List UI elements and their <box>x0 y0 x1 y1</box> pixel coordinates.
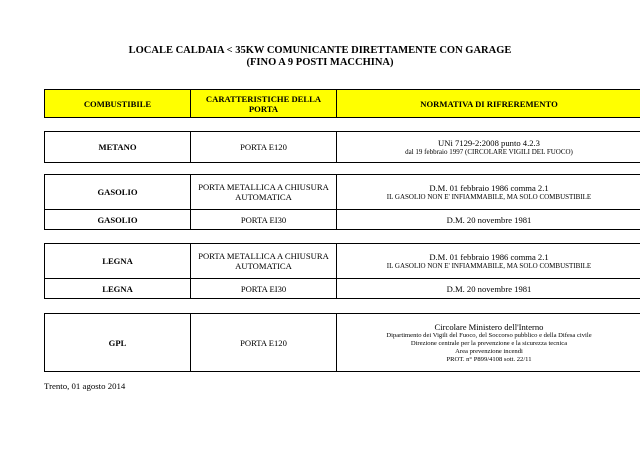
norm-line: IL GASOLIO NON E' INFIAMMABILE, MA SOLO COMBUSTIBILE <box>386 261 592 270</box>
door-cell: PORTA E120 <box>191 314 337 372</box>
door-cell: PORTA E120 <box>191 132 337 163</box>
footer-date: Trento, 01 agosto 2014 <box>44 381 126 391</box>
door-line: AUTOMATICA <box>235 261 292 271</box>
norm-cell <box>337 244 640 279</box>
fuel-cell: METANO <box>45 132 191 163</box>
norm-line: PROT. n° P899/4108 sott. 22/11 <box>446 355 532 363</box>
door-line: PORTA METALLICA A CHIUSURA <box>198 182 329 192</box>
header-normativa: NORMATIVA DI RIFREREMENTO <box>337 90 640 118</box>
fuel-cell: GASOLIO <box>45 175 191 210</box>
norm-line: D.M. 01 febbraio 1986 comma 2.1 <box>429 251 549 262</box>
norm-line: D.M. 01 febbraio 1986 comma 2.1 <box>429 182 549 193</box>
header-combustibile: COMBUSTIBILE <box>45 90 191 118</box>
table-row <box>45 314 640 372</box>
norm-line: Dipartimento dei Vigili del Fuoco, del Soccorso pubblico e della Difesa civile <box>386 331 592 339</box>
fuel-cell: GASOLIO <box>45 210 191 230</box>
norm-cell <box>337 175 640 210</box>
table-row <box>45 244 640 279</box>
header-table <box>44 89 640 118</box>
table-row <box>45 210 640 230</box>
metano-table <box>44 131 640 163</box>
norm-cell <box>337 314 640 372</box>
norm-line: dal 19 febbraio 1997 (CIRCOLARE VIGILI DEL FUOCO) <box>405 147 573 156</box>
fuel-cell: LEGNA <box>45 279 191 299</box>
norm-line: Area prevenzione incendi <box>455 347 523 355</box>
norm-line: Direzione centrale per la prevenzione e la sicurezza tecnica <box>410 339 568 347</box>
door-cell: PORTA EI30 <box>191 279 337 299</box>
document-title-line2: (FINO A 9 POSTI MACCHINA) <box>246 57 394 68</box>
fuel-cell: LEGNA <box>45 244 191 279</box>
norm-cell: D.M. 20 novembre 1981 <box>337 279 640 299</box>
header-caratteristiche-line1: CARATTERISTICHE DELLA <box>205 93 322 104</box>
table-row <box>45 279 640 299</box>
door-cell <box>191 244 337 279</box>
norm-line: UNi 7129-2:2008 punto 4.2.3 <box>438 137 540 148</box>
document-title-line1: LOCALE CALDAIA < 35KW COMUNICANTE DIRETTAMENTE CON GARAGE <box>128 45 512 56</box>
gasolio-table <box>44 174 640 230</box>
door-line: PORTA METALLICA A CHIUSURA <box>198 251 329 261</box>
header-caratteristiche-line2: PORTA <box>248 103 279 114</box>
door-cell <box>191 175 337 210</box>
door-line: AUTOMATICA <box>235 192 292 202</box>
table-row <box>45 132 640 163</box>
fuel-cell: GPL <box>45 314 191 372</box>
norm-cell <box>337 132 640 163</box>
norm-cell: D.M. 20 novembre 1981 <box>337 210 640 230</box>
door-cell: PORTA EI30 <box>191 210 337 230</box>
header-caratteristiche <box>191 90 337 118</box>
norm-line: Circolare Ministero dell'Interno <box>434 321 544 332</box>
table-row <box>45 175 640 210</box>
gpl-table <box>44 313 640 372</box>
norm-line: IL GASOLIO NON E' INFIAMMABILE, MA SOLO COMBUSTIBILE <box>386 192 592 201</box>
legna-table <box>44 243 640 299</box>
